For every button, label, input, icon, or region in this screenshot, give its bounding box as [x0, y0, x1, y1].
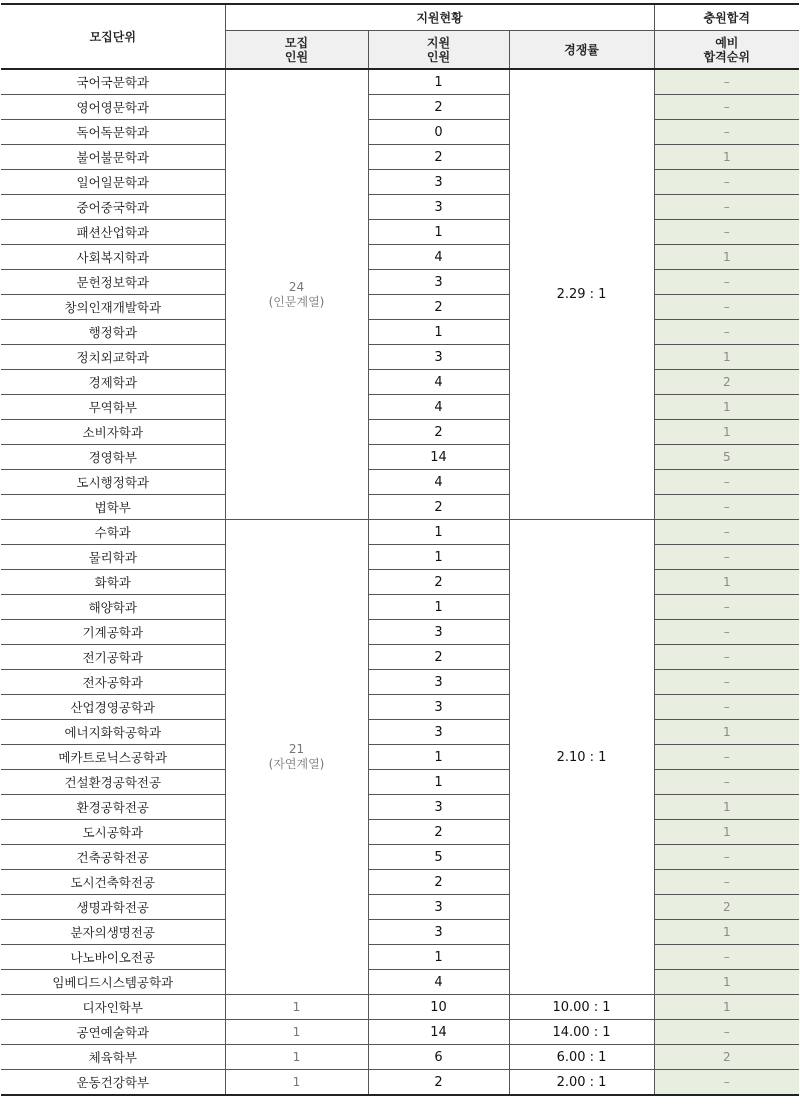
- table-row: [1, 145, 799, 170]
- table-row: [1, 495, 799, 520]
- reserve-rank-cell: 2: [654, 370, 799, 395]
- table-row: [1, 245, 799, 270]
- table-row: [1, 695, 799, 720]
- table-row: [1, 820, 799, 845]
- applicants-cell: 14: [368, 1020, 509, 1045]
- reserve-rank-cell: 1: [654, 420, 799, 445]
- table-row: [1, 620, 799, 645]
- unit-cell: 무역학부: [1, 395, 225, 420]
- table-row: [1, 69, 799, 95]
- table-row: [1, 170, 799, 195]
- applicants-cell: 3: [368, 920, 509, 945]
- reserve-rank-cell: –: [654, 945, 799, 970]
- unit-cell: 환경공학전공: [1, 795, 225, 820]
- reserve-rank-cell: 1: [654, 245, 799, 270]
- reserve-rank-cell: –: [654, 620, 799, 645]
- group-recruit-cell: [225, 520, 368, 995]
- reserve-rank-cell: 5: [654, 445, 799, 470]
- table-row: [1, 520, 799, 545]
- table-row: [1, 770, 799, 795]
- reserve-rank-cell: –: [654, 470, 799, 495]
- applicants-cell: 6: [368, 1045, 509, 1070]
- applicants-cell: 2: [368, 820, 509, 845]
- applicants-cell: 5: [368, 845, 509, 870]
- table-row: [1, 795, 799, 820]
- table-row: [1, 595, 799, 620]
- table-row: [1, 320, 799, 345]
- applicants-cell: 4: [368, 370, 509, 395]
- ratio-cell: 2.00 : 1: [509, 1070, 654, 1096]
- applicants-cell: 2: [368, 95, 509, 120]
- reserve-rank-cell: –: [654, 170, 799, 195]
- table-row: [1, 220, 799, 245]
- unit-cell: 건설환경공학전공: [1, 770, 225, 795]
- applicants-cell: 1: [368, 320, 509, 345]
- applicants-cell: 1: [368, 770, 509, 795]
- table-row: [1, 395, 799, 420]
- ratio-cell: 6.00 : 1: [509, 1045, 654, 1070]
- unit-cell: 산업경영공학과: [1, 695, 225, 720]
- group-recruit-count: 21: [288, 742, 305, 756]
- table-row: [1, 195, 799, 220]
- reserve-rank-cell: 1: [654, 395, 799, 420]
- table-row: [1, 995, 799, 1020]
- table-row: [1, 870, 799, 895]
- unit-cell: 물리학과: [1, 545, 225, 570]
- unit-cell: 불어불문학과: [1, 145, 225, 170]
- table-row: [1, 345, 799, 370]
- group-recruit-count: 24: [288, 279, 305, 294]
- unit-cell: 운동건강학부: [1, 1070, 225, 1096]
- unit-cell: 건축공학전공: [1, 845, 225, 870]
- reserve-rank-cell: –: [654, 520, 799, 545]
- unit-cell: 창의인재개발학과: [1, 295, 225, 320]
- reserve-rank-cell: –: [654, 695, 799, 720]
- applicants-cell: 14: [368, 445, 509, 470]
- unit-cell: 영어영문학과: [1, 95, 225, 120]
- table-row: [1, 720, 799, 745]
- group-category: (자연계열): [268, 757, 325, 771]
- applicants-cell: 2: [368, 420, 509, 445]
- unit-cell: 에너지화학공학과: [1, 720, 225, 745]
- unit-cell: 생명과학전공: [1, 895, 225, 920]
- table-row: [1, 120, 799, 145]
- table-row: [1, 970, 799, 995]
- reserve-rank-cell: –: [654, 320, 799, 345]
- unit-cell: 메카트로닉스공학과: [1, 745, 225, 770]
- unit-cell: 도시공학과: [1, 820, 225, 845]
- applicants-cell: 1: [368, 220, 509, 245]
- unit-cell: 행정학과: [1, 320, 225, 345]
- reserve-rank-cell: –: [654, 69, 799, 95]
- unit-cell: 해양학과: [1, 595, 225, 620]
- unit-cell: 문헌정보학과: [1, 270, 225, 295]
- unit-cell: 수학과: [1, 520, 225, 545]
- applicants-cell: 2: [368, 570, 509, 595]
- unit-cell: 일어일문학과: [1, 170, 225, 195]
- reserve-rank-cell: –: [654, 270, 799, 295]
- reserve-rank-cell: 1: [654, 345, 799, 370]
- applicants-cell: 10: [368, 995, 509, 1020]
- unit-cell: 디자인학부: [1, 995, 225, 1020]
- group-category: (인문계열): [268, 294, 325, 309]
- applicants-cell: 2: [368, 1070, 509, 1096]
- unit-cell: 중어중국학과: [1, 195, 225, 220]
- admission-results-table: [1, 3, 799, 1096]
- reserve-rank-cell: 1: [654, 995, 799, 1020]
- reserve-rank-cell: –: [654, 195, 799, 220]
- applicants-cell: 3: [368, 895, 509, 920]
- table-row: [1, 545, 799, 570]
- table-row: [1, 645, 799, 670]
- unit-cell: 나노바이오전공: [1, 945, 225, 970]
- applicants-cell: 4: [368, 470, 509, 495]
- recruit-cell: 1: [225, 1020, 368, 1045]
- unit-cell: 기계공학과: [1, 620, 225, 645]
- recruit-cell: 1: [225, 1045, 368, 1070]
- header-ratio: 경쟁률: [509, 31, 654, 70]
- applicants-cell: 2: [368, 295, 509, 320]
- reserve-rank-cell: –: [654, 1070, 799, 1096]
- applicants-cell: 2: [368, 645, 509, 670]
- table-row: [1, 1045, 799, 1070]
- applicants-cell: 3: [368, 620, 509, 645]
- table-header: [1, 4, 799, 69]
- header-recruit: 모집 인원: [225, 31, 368, 70]
- header-reserve-rank: 예비 합격순위: [654, 31, 799, 70]
- reserve-rank-cell: 1: [654, 820, 799, 845]
- recruit-cell: 1: [225, 1070, 368, 1096]
- table-row: [1, 570, 799, 595]
- unit-cell: 도시행정학과: [1, 470, 225, 495]
- reserve-rank-cell: 1: [654, 570, 799, 595]
- header-extra-admission: 충원합격: [654, 4, 799, 31]
- applicants-cell: 1: [368, 69, 509, 95]
- reserve-rank-cell: 1: [654, 145, 799, 170]
- reserve-rank-cell: –: [654, 95, 799, 120]
- table-row: [1, 270, 799, 295]
- ratio-cell: 10.00 : 1: [509, 995, 654, 1020]
- table-row: [1, 895, 799, 920]
- table-row: [1, 445, 799, 470]
- reserve-rank-cell: –: [654, 670, 799, 695]
- reserve-rank-cell: 2: [654, 1045, 799, 1070]
- applicants-cell: 4: [368, 245, 509, 270]
- table-row: [1, 1020, 799, 1045]
- unit-cell: 화학과: [1, 570, 225, 595]
- recruit-cell: 1: [225, 995, 368, 1020]
- applicants-cell: 0: [368, 120, 509, 145]
- reserve-rank-cell: –: [654, 870, 799, 895]
- applicants-cell: 2: [368, 870, 509, 895]
- unit-cell: 독어독문학과: [1, 120, 225, 145]
- applicants-cell: 1: [368, 545, 509, 570]
- table-row: [1, 295, 799, 320]
- reserve-rank-cell: 1: [654, 795, 799, 820]
- header-application-status: 지원현황: [225, 4, 654, 31]
- table-row: [1, 1070, 799, 1096]
- unit-cell: 소비자학과: [1, 420, 225, 445]
- unit-cell: 도시건축학전공: [1, 870, 225, 895]
- unit-cell: 국어국문학과: [1, 69, 225, 95]
- applicants-cell: 3: [368, 345, 509, 370]
- applicants-cell: 3: [368, 170, 509, 195]
- unit-cell: 전자공학과: [1, 670, 225, 695]
- table-body: [1, 69, 799, 1095]
- applicants-cell: 3: [368, 695, 509, 720]
- applicants-cell: 3: [368, 670, 509, 695]
- table-row: [1, 470, 799, 495]
- applicants-cell: 3: [368, 270, 509, 295]
- applicants-cell: 1: [368, 945, 509, 970]
- reserve-rank-cell: –: [654, 495, 799, 520]
- applicants-cell: 3: [368, 195, 509, 220]
- reserve-rank-cell: –: [654, 770, 799, 795]
- group-ratio-cell: 2.29 : 1: [509, 69, 654, 520]
- applicants-cell: 2: [368, 145, 509, 170]
- header-applicants: 지원 인원: [368, 31, 509, 70]
- unit-cell: 전기공학과: [1, 645, 225, 670]
- reserve-rank-cell: –: [654, 545, 799, 570]
- unit-cell: 분자의생명전공: [1, 920, 225, 945]
- reserve-rank-cell: 1: [654, 970, 799, 995]
- table-row: [1, 95, 799, 120]
- table-row: [1, 420, 799, 445]
- table-row: [1, 670, 799, 695]
- header-unit: 모집단위: [1, 4, 225, 69]
- unit-cell: 패션산업학과: [1, 220, 225, 245]
- unit-cell: 사회복지학과: [1, 245, 225, 270]
- unit-cell: 경영학부: [1, 445, 225, 470]
- ratio-cell: 14.00 : 1: [509, 1020, 654, 1045]
- reserve-rank-cell: 1: [654, 720, 799, 745]
- unit-cell: 정치외교학과: [1, 345, 225, 370]
- applicants-cell: 2: [368, 495, 509, 520]
- table-row: [1, 920, 799, 945]
- applicants-cell: 1: [368, 745, 509, 770]
- unit-cell: 체육학부: [1, 1045, 225, 1070]
- reserve-rank-cell: –: [654, 1020, 799, 1045]
- reserve-rank-cell: –: [654, 745, 799, 770]
- applicants-cell: 1: [368, 595, 509, 620]
- applicants-cell: 3: [368, 720, 509, 745]
- unit-cell: 공연예술학과: [1, 1020, 225, 1045]
- table-row: [1, 845, 799, 870]
- unit-cell: 경제학과: [1, 370, 225, 395]
- reserve-rank-cell: –: [654, 595, 799, 620]
- applicants-cell: 4: [368, 395, 509, 420]
- unit-cell: 임베디드시스템공학과: [1, 970, 225, 995]
- unit-cell: 법학부: [1, 495, 225, 520]
- reserve-rank-cell: –: [654, 295, 799, 320]
- table-row: [1, 945, 799, 970]
- reserve-rank-cell: 2: [654, 895, 799, 920]
- applicants-cell: 1: [368, 520, 509, 545]
- group-ratio-cell: 2.10 : 1: [509, 520, 654, 995]
- reserve-rank-cell: –: [654, 845, 799, 870]
- reserve-rank-cell: –: [654, 220, 799, 245]
- applicants-cell: 3: [368, 795, 509, 820]
- table-row: [1, 745, 799, 770]
- reserve-rank-cell: –: [654, 120, 799, 145]
- group-recruit-cell: [225, 69, 368, 520]
- reserve-rank-cell: –: [654, 645, 799, 670]
- applicants-cell: 4: [368, 970, 509, 995]
- table-row: [1, 370, 799, 395]
- reserve-rank-cell: 1: [654, 920, 799, 945]
